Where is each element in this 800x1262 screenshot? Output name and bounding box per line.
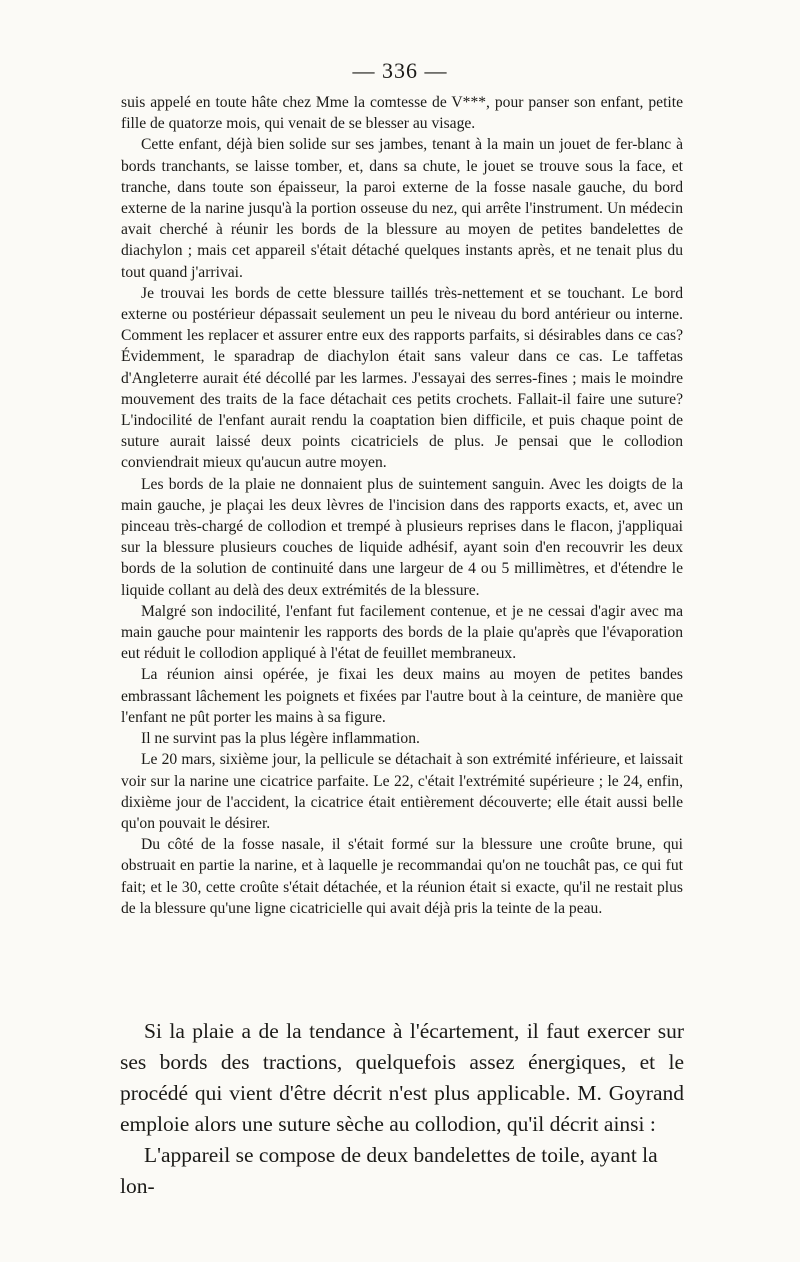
paragraph: Les bords de la plaie ne donnaient plus de suintement sanguin. Avec les doigts de la main gauche, je plaçai les deux lèvres de l'incision dans des rapports exacts, et, avec un pinceau très-chargé de collodion et trempé à plusieurs reprises dans le flacon, j'appliquai sur la blessure plusieurs couches de liquide adhésif, ayant soin d'en recouvrir les deux bords de la solution de continuité dans une largeur de 4 ou 5 millimètres, et d'étendre le liquide collant au delà des deux extrémités de la blessure. bbox=[121, 475, 683, 599]
paragraph: Il ne survint pas la plus légère inflammation. bbox=[141, 730, 420, 748]
paragraph: Malgré son indocilité, l'enfant fut facilement contenue, et je ne cessai d'agir avec ma main gauche pour maintenir les rapports des bords de la plaie qu'après que l'évaporation eut réduit le collodion appliqué à l'état de feuillet membraneux. bbox=[121, 602, 683, 663]
paragraph: Du côté de la fosse nasale, il s'était formé sur la blessure une croûte brune, qui obstruait en partie la narine, et à laquelle je recommandai qu'on ne touchât pas, ce qui fut fait; et le 30, cette croûte s'était détachée, et la réunion était si exacte, qu'il ne restait plus de la blessure qu'une ligne cicatricielle qui avait déjà pris la teinte de la peau. bbox=[121, 836, 683, 917]
paragraph: Cette enfant, déjà bien solide sur ses jambes, tenant à la main un jouet de fer-blanc à bords tranchants, se laisse tomber, et, dans sa chute, le jouet se trouve sous la face, et tranche, dans toute son épaisseur, la paroi externe de la fosse nasale gauche, du bord externe de la narine jusqu'à la portion osseuse du nez, qui arrête l'instrument. Un médecin avait cherché à réunir les bords de la blessure au moyen de petites bandelettes de diachylon ; mais cet appareil s'était détaché quelques instants après, et ne tenait plus du tout quand j'arrivai. bbox=[121, 136, 683, 281]
paragraph: suis appelé en toute hâte chez Mme la comtesse de V***, pour panser son enfant, petite fille de quatorze mois, qui venait de se blesser au visage. bbox=[121, 94, 683, 133]
paragraph: L'appareil se compose de deux bandelettes de toile, ayant la lon- bbox=[120, 1143, 658, 1198]
paragraph: La réunion ainsi opérée, je fixai les deux mains au moyen de petites bandes embrassant lâchement les poignets et fixées par l'autre bout à la ceinture, de manière que l'enfant ne pût porter les mains à sa figure. bbox=[121, 666, 683, 726]
paragraph: Le 20 mars, sixième jour, la pellicule se détachait à son extrémité inférieure, et laissait voir sur la narine une cicatrice parfaite. Le 22, c'était l'extrémité supérieure ; le 24, enfin, dixième jour de l'accident, la cicatrice était entièrement découverte; elle était aussi belle qu'on pouvait le désirer. bbox=[121, 751, 683, 832]
page-number: — 336 — bbox=[352, 58, 448, 83]
paragraph: Je trouvai les bords de cette blessure taillés très-nettement et se touchant. Le bord externe ou postérieur dépassait seulement un peu le niveau du bord antérieur ou interne. Comment les replacer et assurer entre eux des rapports parfaits, si désirables dans ce cas? Évidemment, le sparadrap de diachylon était sans valeur dans ce cas. Le taffetas d'Angleterre aurait été décollé par les larmes. J'essayai des serres-fines ; mais le moindre mouvement des traits de la face détachait ces petits crochets. Fallait-il faire une suture? L'indocilité de l'enfant aurait rendu la coaptation bien difficile, et puis chaque point de suture aurait laissé deux points cicatriciels de plus. Je pensai que le collodion conviendrait mieux qu'aucun autre moyen. bbox=[121, 284, 683, 472]
paragraph: Si la plaie a de la tendance à l'écartement, il faut exercer sur ses bords des tractions, quelquefois assez énergiques, et le procédé qui vient d'être décrit n'est plus applicable. M. Goyrand emploie alors une suture sèche au collodion, qu'il décrit ainsi : bbox=[120, 1019, 684, 1136]
body-small-text bbox=[121, 92, 683, 919]
body-large-text bbox=[120, 1016, 684, 1202]
